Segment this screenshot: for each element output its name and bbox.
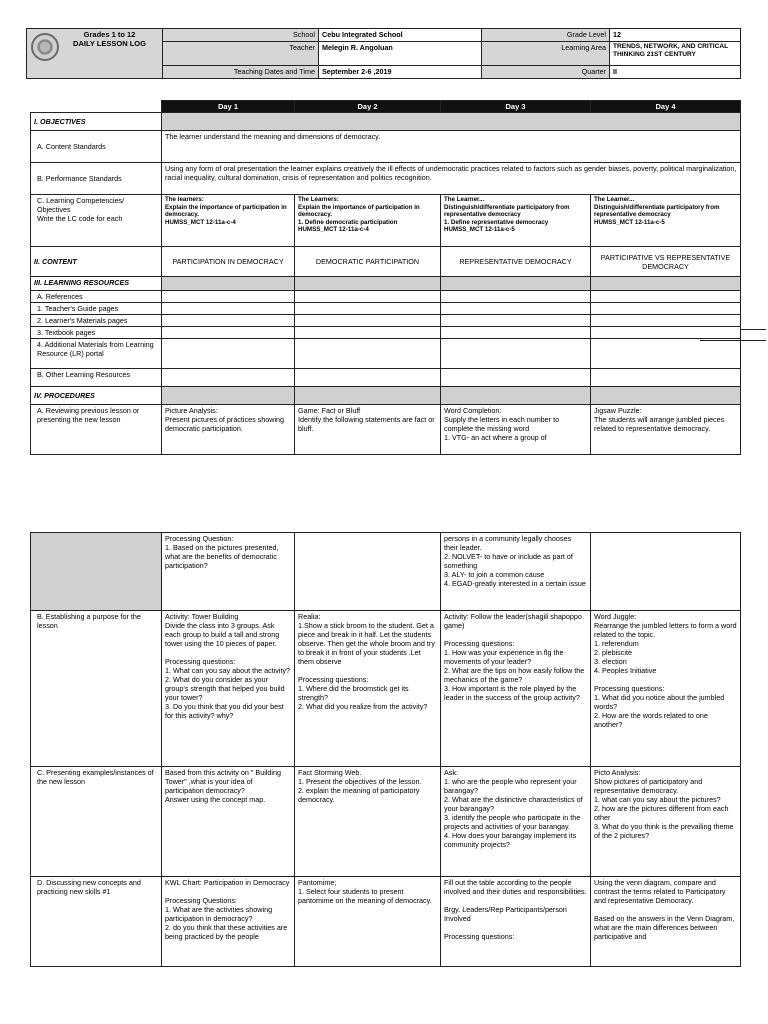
- dates-label: Teaching Dates and Time: [163, 66, 319, 79]
- grade-level-value: 12: [610, 29, 741, 42]
- content-standards-label: A. Content Standards: [31, 131, 162, 163]
- references-label: A. References: [31, 291, 162, 303]
- presenting-day-4: Picto Analysis: Show pictures of participatory and representative democracy. 1. what can you say about the pictures? 2. how are the pictures different from each other 3. What do you think is the prevailing theme of the 2 pictures?: [591, 767, 741, 877]
- reviewing-continued-label: [31, 533, 162, 611]
- procedures-heading: IV. PROCEDURES: [31, 387, 162, 405]
- lesson-table-page2: [30, 532, 741, 967]
- purpose-day-4: Word Juggle: Rearrange the jumbled letters to form a word related to the topic. 1. referendum 2. plebiscite 3. election 4. Peoples Initiative Processing questions: 1. What did you notice about the jumbled words? 2. How are the words related to one another?: [591, 611, 741, 767]
- grade-level-label: Grade Level: [482, 29, 610, 42]
- reviewing-day-3: Word Completion: Supply the letters in each number to complete the missing word 1. VTG- an act where a group of: [441, 405, 591, 455]
- quarter-value: II: [610, 66, 741, 79]
- presenting-examples-label: C. Presenting examples/instances of the new lesson: [31, 767, 162, 877]
- reviewing-cont-day-2: [295, 533, 441, 611]
- day-1-header: Day 1: [162, 101, 295, 113]
- log-title-daily: DAILY LESSON LOG: [73, 39, 146, 48]
- textbook-pages-label: 3. Textbook pages: [31, 327, 162, 339]
- content-day-4: PARTICIPATIVE VS REPRESENTATIVE DEMOCRACY: [591, 247, 741, 277]
- competency-day-4: The Learner... Distinguish/differentiate participatory from representative democracy HUMSS_MCT 12-11a-c-5: [591, 195, 741, 247]
- learning-area-label: Learning Area: [482, 42, 610, 66]
- page-divider-line: [700, 340, 766, 341]
- log-title-grades: Grades 1 to 12: [83, 30, 136, 39]
- header-block: [26, 28, 741, 79]
- reviewing-day-1: Picture Analysis: Present pictures of practices showing democratic participation.: [162, 405, 295, 455]
- competency-day-2: The Learners: Explain the importance of participation in democracy. 1. Define democratic participation HUMSS_MCT 12-11a-c-4: [295, 195, 441, 247]
- logo-title-cell: [27, 29, 163, 79]
- learners-materials-label: 2. Learner's Materials pages: [31, 315, 162, 327]
- content-day-2: DEMOCRATIC PARTICIPATION: [295, 247, 441, 277]
- purpose-day-1: Activity: Tower Building Divide the class into 3 groups. Ask each group to build a tall and strong tower using the 10 pieces of paper. Processing questions: 1. What can you say about the activity? 2. What do you consider as your group's strength that helped you build your tower? 3. Do you think that you did your best for this activity? why?: [162, 611, 295, 767]
- content-day-3: REPRESENTATIVE DEMOCRACY: [441, 247, 591, 277]
- teacher-value: Melegin R. Angoluan: [319, 42, 482, 66]
- learning-area-value: TRENDS, NETWORK, AND CRITICAL THINKING 21ST CENTURY: [610, 42, 741, 66]
- discussing-day-1: KWL Chart: Participation in Democracy Processing Questions: 1. What are the activities showing participation in democracy? 2. do you think that these activities are being practiced by the people: [162, 877, 295, 967]
- reviewing-lesson-label: A. Reviewing previous lesson or presenting the new lesson: [31, 405, 162, 455]
- day-2-header: Day 2: [295, 101, 441, 113]
- quarter-label: Quarter: [482, 66, 610, 79]
- school-value: Cebu Integrated School: [319, 29, 482, 42]
- discussing-day-2: Pantomime; 1. Select four students to present pantomime on the meaning of democracy.: [295, 877, 441, 967]
- competencies-label: C. Learning Competencies/ Objectives Write the LC code for each: [31, 195, 162, 247]
- reviewing-cont-day-3: persons in a community legally chooses their leader. 2. NOLVET- to have or include as part of something 3. ALY- to join a common cause 4. EGAD-greatly interested in a certain issue: [441, 533, 591, 611]
- performance-standards-label: B. Performance Standards: [31, 163, 162, 195]
- learning-resources-heading: III. LEARNING RESOURCES: [31, 277, 162, 291]
- presenting-day-3: Ask: 1. who are the people who represent your barangay? 2. What are the distinctive characteristics of your barangay? 3. identify the people who participate in the projects and activities of your barangay. 4. How does your barangay implement its community projects?: [441, 767, 591, 877]
- discussing-day-4: Using the venn diagram, compare and contrast the terms related to Participatory and representative Democracy. Based on the answers in the Venn Diagram, what are the main differences between participative and: [591, 877, 741, 967]
- reviewing-day-2: Game: Fact or Bluff Identify the following statements are fact or bluff.: [295, 405, 441, 455]
- reviewing-day-4: Jigsaw Puzzle: The students will arrange jumbled pieces related to representative democracy.: [591, 405, 741, 455]
- purpose-label: B. Establishing a purpose for the lesson: [31, 611, 162, 767]
- purpose-day-3: Activity: Follow the leader(shagili shapoppo game) Processing questions: 1. How was your experience in flg the movements of your leader? 2. What are the tips on how easily follow the mechanics of the game? 3. How important is the role played by the leader in the success of the group activity?: [441, 611, 591, 767]
- lesson-table-page1: [30, 100, 741, 455]
- purpose-day-2: Realia: 1.Show a stick broom to the student. Get a piece and break in it half. Let the students observe. Then get the whole broom and try to break it in front of your students .Let them observe Processing questions: 1. Where did the broomstick get its strength? 2. What did you realize from the activity?: [295, 611, 441, 767]
- teachers-guide-label: 1. Teacher's Guide pages: [31, 303, 162, 315]
- day-3-header: Day 3: [441, 101, 591, 113]
- other-resources-label: B. Other Learning Resources: [31, 369, 162, 387]
- teacher-label: Teacher: [163, 42, 319, 66]
- content-day-1: PARTICIPATION IN DEMOCRACY: [162, 247, 295, 277]
- competency-day-3: The Learner... Distinguish/differentiate participatory from representative democracy 1. Define representative democracy HUMSS_MCT 12-11a-c-5: [441, 195, 591, 247]
- objectives-heading: I. OBJECTIVES: [31, 113, 162, 131]
- content-heading: II. CONTENT: [31, 247, 162, 277]
- deped-seal-icon: [31, 33, 59, 61]
- reviewing-cont-day-4: [591, 533, 741, 611]
- content-standards-text: The learner understand the meaning and dimensions of democracy.: [162, 131, 741, 163]
- presenting-day-2: Fact Storming Web. 1. Present the objectives of the lesson. 2. explain the meaning of participatory democracy.: [295, 767, 441, 877]
- school-label: School: [163, 29, 319, 42]
- dates-value: September 2-6 ,2019: [319, 66, 482, 79]
- day-4-header: Day 4: [591, 101, 741, 113]
- discussing-day-3: Fill out the table according to the people involved and their duties and responsibilities. Brgy. Leaders/Rep Participants/person Involved Processing questions:: [441, 877, 591, 967]
- reviewing-cont-day-1: Processing Question: 1. Based on the pictures presented, what are the benefits of democratic participation?: [162, 533, 295, 611]
- presenting-day-1: Based from this activity on " Building Tower" ,what is your idea of participation democracy? Answer using the concept map.: [162, 767, 295, 877]
- discussing-concepts-label: D. Discussing new concepts and practicing new skills #1: [31, 877, 162, 967]
- competency-day-1: The learners: Explain the importance of participation in democracy. HUMSS_MCT 12-11a-c-4: [162, 195, 295, 247]
- additional-materials-label: 4. Additional Materials from Learning Resource (LR) portal: [31, 339, 162, 369]
- performance-standards-text: Using any form of oral presentation the learner explains creatively the ill effects of undemocratic practices related to factors such as gender biases, poverty, political marginalization, racial inequality, cultural domination, crisis of representation and politics recognition.: [162, 163, 741, 195]
- page-divider-line: [740, 329, 766, 330]
